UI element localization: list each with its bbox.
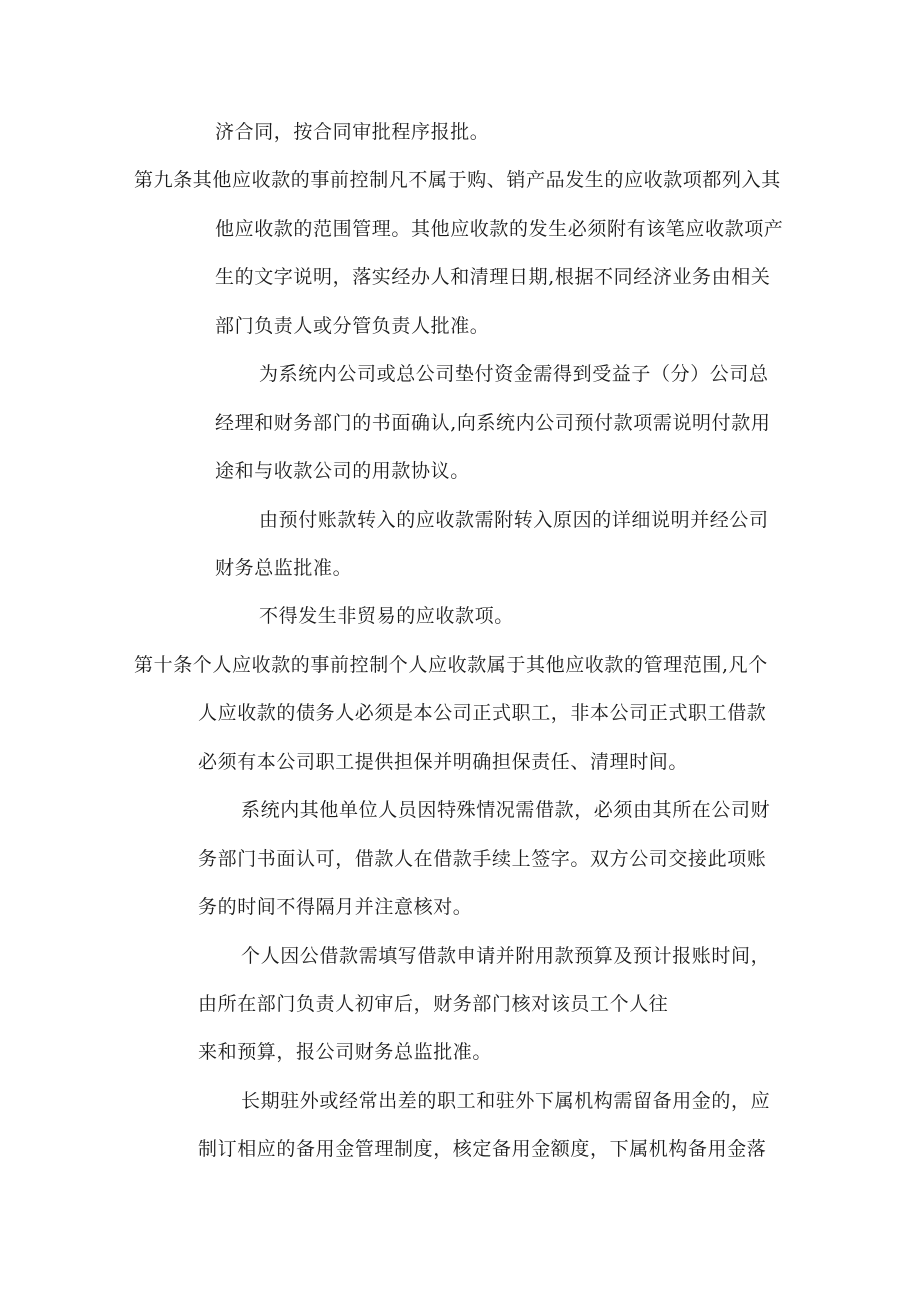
text-line: 财务总监批准。 [215,557,353,579]
text-line: 部门负责人或分管负责人批准。 [215,315,490,337]
text-line: 制订相应的备用金管理制度，核定备用金额度，下属机构备用金落 [198,1138,767,1160]
text-line: 必须有本公司职工提供担保并明确担保责任、清理时间。 [198,751,689,773]
text-line: 他应收款的范围管理。其他应收款的发生必须附有该笔应收款项产 [215,218,784,240]
text-line: 济合同，按合同审批程序报批。 [215,121,490,143]
text-line: 系统内其他单位人员因特殊情况需借款，必须由其所在公司财 [241,799,771,821]
text-line: 不得发生非贸易的应收款项。 [259,605,514,627]
text-line: 务部门书面认可，借款人在借款手续上签字。双方公司交接此项账 [198,848,767,870]
text-line: 由预付账款转入的应收款需附转入原因的详细说明并经公司 [259,509,769,531]
text-line: 个人因公借款需填写借款申请并附用款预算及预计报账时间， [241,945,771,967]
article-9-heading-line: 第九条其他应收款的事前控制凡不属于购、销产品发生的应收款项都列入其 [134,169,781,191]
text-line: 由所在部门负责人初审后，财务部门核对该员工个人往 [198,993,669,1015]
text-line: 长期驻外或经常出差的职工和驻外下属机构需留备用金的，应 [241,1090,771,1112]
text-line: 务的时间不得隔月并注意核对。 [198,896,473,918]
text-line: 生的文字说明，落实经办人和清理日期,根据不同经济业务由相关 [215,266,771,288]
text-line: 人应收款的债务人必须是本公司正式职工，非本公司正式职工借款 [198,702,767,724]
article-10-heading-line: 第十条个人应收款的事前控制个人应收款属于其他应收款的管理范围,凡个 [134,654,768,676]
text-line: 经理和财务部门的书面确认,向系统内公司预付款项需说明付款用 [215,412,771,434]
text-line: 为系统内公司或总公司垫付资金需得到受益子（分）公司总 [259,363,769,385]
text-line: 途和与收款公司的用款协议。 [215,460,470,482]
text-line: 来和预算，报公司财务总监批准。 [198,1041,493,1063]
